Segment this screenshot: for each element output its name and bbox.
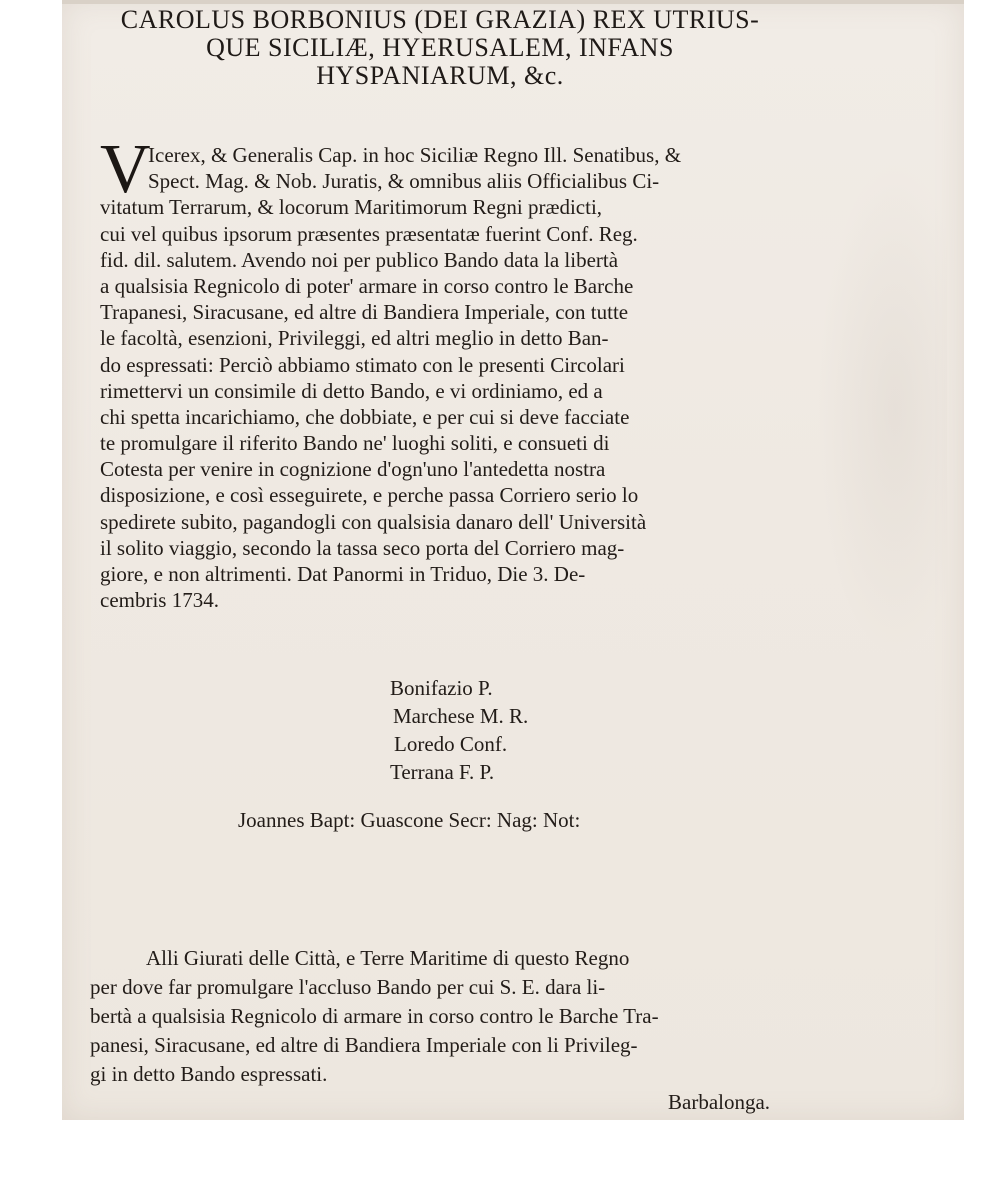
signatory-name: Loredo Conf. xyxy=(394,732,508,756)
address-line: gi in detto Bando espressati. xyxy=(90,1062,328,1086)
secretary-line: Joannes Bapt: Guascone Secr: Nag: Not: xyxy=(238,808,581,832)
address-line: per dove far promulgare l'accluso Bando per cui S. E. dara li- xyxy=(90,975,606,999)
body-line: cui vel quibus ipsorum præsentes præsentatæ fuerint Conf. Reg. xyxy=(100,221,638,246)
body-line: giore, e non altrimenti. Dat Panormi in Triduo, Die 3. De- xyxy=(100,562,586,586)
paper-top-edge xyxy=(62,0,964,4)
body-line: vitatum Terrarum, & locorum Maritimorum Regni prædicti, xyxy=(100,195,603,220)
body-line: Trapanesi, Siracusane, ed altre di Bandiera Imperiale, con tutte xyxy=(100,300,629,325)
signatory-name: Terrana F. P. xyxy=(390,760,495,784)
signatory-name: Marchese M. R. xyxy=(393,704,529,728)
body-line: te promulgare il riferito Bando ne' luoghi soliti, e consueti di xyxy=(100,431,610,456)
document-heading xyxy=(90,6,790,90)
body-line: le facoltà, esenzioni, Privileggi, ed altri meglio in detto Ban- xyxy=(100,326,609,351)
drop-capital: V xyxy=(100,131,151,208)
address-block xyxy=(90,944,850,1089)
body-line: rimettervi un consimile di detto Bando, e vi ordiniamo, ed a xyxy=(100,378,603,403)
heading-line-3: HYSPANIARUM, &c. xyxy=(316,61,564,90)
address-line: Alli Giurati delle Città, e Terre Maritime di questo Regno xyxy=(146,946,630,970)
body-line: Cotesta per venire in cognizione d'ogn'uno l'antedetta nostra xyxy=(100,457,606,482)
closing-signature: Barbalonga. xyxy=(668,1090,771,1114)
body-line: chi spetta incarichiamo, che dobbiate, e per cui si deve facciate xyxy=(100,404,630,429)
body-line: do espressati: Perciò abbiamo stimato con le presenti Circolari xyxy=(100,352,625,377)
decree-body xyxy=(100,131,840,613)
body-line: spedirete subito, pagandogli con qualsisia danaro dell' Università xyxy=(100,509,647,534)
body-line: cembris 1734. xyxy=(100,588,219,613)
heading-line-1: CAROLUS BORBONIUS (DEI GRAZIA) REX UTRIUS- xyxy=(120,5,760,34)
body-line: Icerex, & Generalis Cap. in hoc Siciliæ Regno Ill. Senatibus, & xyxy=(148,143,682,167)
address-line: panesi, Siracusane, ed altre di Bandiera Imperiale con li Privileg- xyxy=(90,1033,638,1057)
body-line: il solito viaggio, secondo la tassa seco porta del Corriero mag- xyxy=(100,535,625,560)
body-line: a qualsisia Regnicolo di poter' armare in corso contro le Barche xyxy=(100,273,634,298)
body-line: fid. dil. salutem. Avendo noi per publico Bando data la libertà xyxy=(100,247,619,272)
body-line: Spect. Mag. & Nob. Juratis, & omnibus aliis Officialibus Ci- xyxy=(148,169,660,194)
signatories-block xyxy=(390,674,528,786)
signatory-name: Bonifazio P. xyxy=(390,676,493,700)
heading-line-2: QUE SICILIÆ, HYERUSALEM, INFANS xyxy=(206,33,674,62)
body-line: disposizione, e così esseguirete, e perche passa Corriero serio lo xyxy=(100,483,639,508)
address-line: bertà a qualsisia Regnicolo di armare in corso contro le Barche Tra- xyxy=(90,1004,659,1028)
